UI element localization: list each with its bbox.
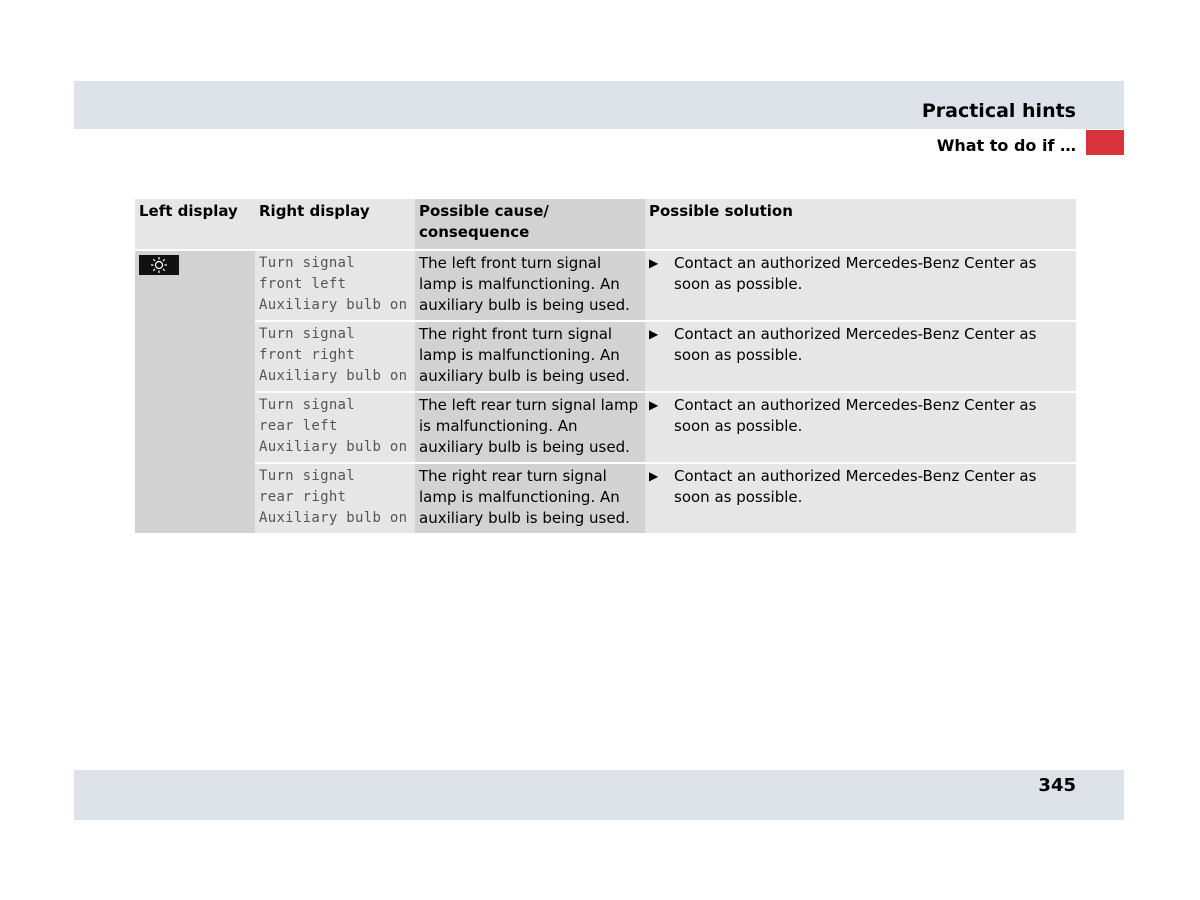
section-title: Practical hints	[921, 100, 1076, 122]
section-marker	[1086, 130, 1124, 155]
right-display-cell	[255, 463, 415, 534]
display-line: Turn signal	[259, 397, 356, 413]
table-header-row	[135, 199, 1076, 250]
solution-cell	[645, 321, 1076, 392]
display-line: Turn signal	[259, 326, 356, 342]
solution-text: Contact an authorized Mercedes-Benz Center as soon as possible.	[674, 254, 1037, 293]
display-line: Turn signal	[259, 255, 356, 271]
cause-cell: The right rear turn signal lamp is malfunctioning. An auxiliary bulb is being used.	[415, 463, 645, 534]
display-line: Turn signal	[259, 468, 356, 484]
table-row	[135, 463, 1076, 534]
bullet-arrow-icon: ▶	[649, 256, 659, 270]
solution-cell	[645, 250, 1076, 321]
header-cause: Possible cause/ consequence	[415, 199, 645, 250]
display-line: Auxiliary bulb on	[259, 510, 408, 526]
footer-band	[74, 770, 1124, 820]
solution-cell	[645, 392, 1076, 463]
header-right-display: Right display	[255, 199, 415, 250]
right-display-cell	[255, 392, 415, 463]
right-display-cell	[255, 250, 415, 321]
cause-cell: The left front turn signal lamp is malfunctioning. An auxiliary bulb is being used.	[415, 250, 645, 321]
table-row	[135, 321, 1076, 392]
display-line: Auxiliary bulb on	[259, 368, 408, 384]
turn-signal-lamp-icon	[139, 255, 179, 275]
message-table	[135, 199, 1076, 535]
display-line: front right	[259, 347, 356, 363]
cause-cell: The right front turn signal lamp is malfunctioning. An auxiliary bulb is being used.	[415, 321, 645, 392]
display-line: Auxiliary bulb on	[259, 297, 408, 313]
left-display-cell	[135, 250, 255, 534]
right-display-cell	[255, 321, 415, 392]
table-row	[135, 392, 1076, 463]
subsection-title: What to do if …	[936, 136, 1076, 155]
page-number: 345	[1038, 775, 1076, 796]
display-line: Auxiliary bulb on	[259, 439, 408, 455]
bullet-arrow-icon: ▶	[649, 398, 659, 412]
table-row	[135, 250, 1076, 321]
solution-text: Contact an authorized Mercedes-Benz Center as soon as possible.	[674, 396, 1037, 435]
display-line: rear left	[259, 418, 338, 434]
display-line: rear right	[259, 489, 347, 505]
cause-cell: The left rear turn signal lamp is malfunctioning. An auxiliary bulb is being used.	[415, 392, 645, 463]
header-solution: Possible solution	[645, 199, 1076, 250]
display-line: front left	[259, 276, 347, 292]
solution-text: Contact an authorized Mercedes-Benz Center as soon as possible.	[674, 467, 1037, 506]
solution-text: Contact an authorized Mercedes-Benz Center as soon as possible.	[674, 325, 1037, 364]
solution-cell	[645, 463, 1076, 534]
bullet-arrow-icon: ▶	[649, 469, 659, 483]
bullet-arrow-icon: ▶	[649, 327, 659, 341]
header-left-display: Left display	[135, 199, 255, 250]
